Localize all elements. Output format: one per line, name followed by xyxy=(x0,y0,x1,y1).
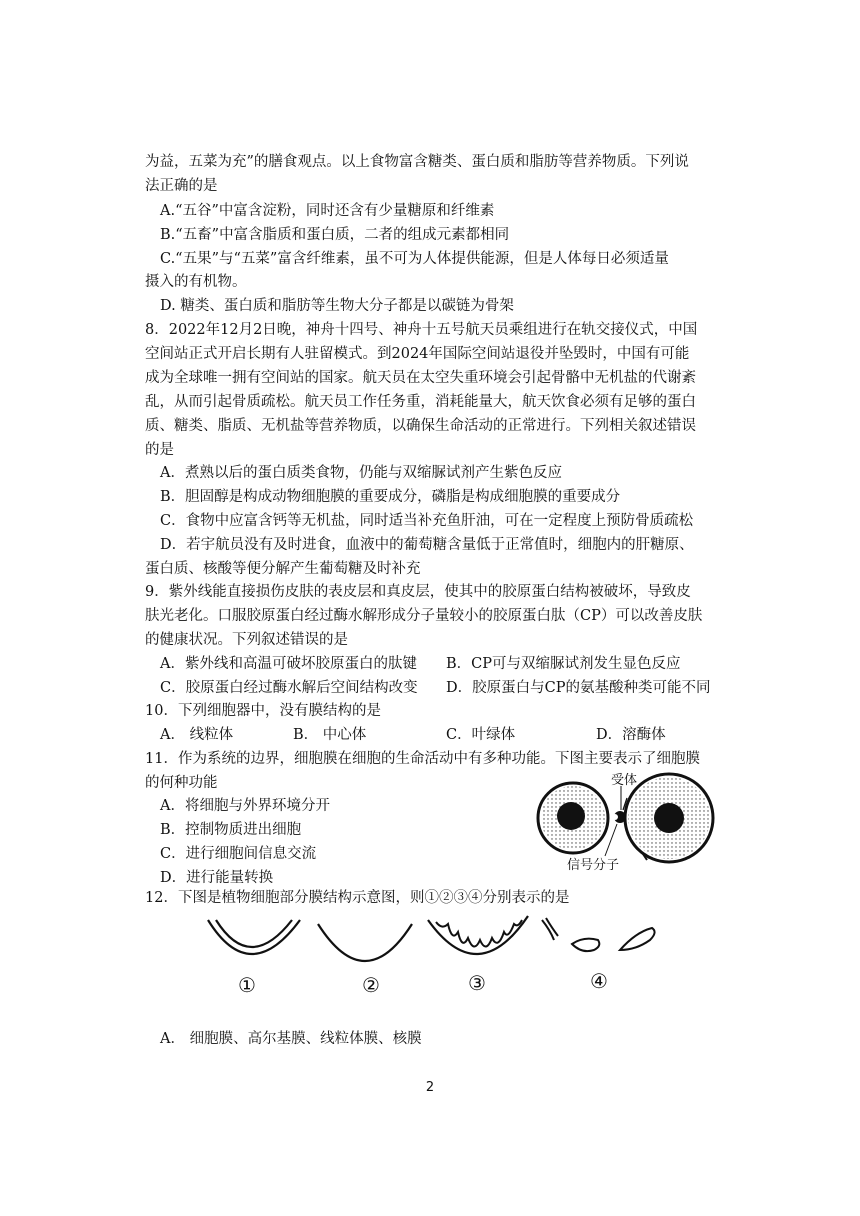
q11-option-a: A．将细胞与外界环境分开 xyxy=(160,798,330,814)
q10-option-a: A． 线粒体 xyxy=(160,727,234,743)
q12-stem: 12．下图是植物细胞部分膜结构示意图，则①②③④分别表示的是 xyxy=(145,890,570,906)
label-1: ① xyxy=(238,973,256,997)
q8-stem-5: 质、糖类、脂质、无机盐等营养物质，以确保生命活动的正常进行。下列相关叙述错误 xyxy=(145,418,696,434)
q8-option-b: B．胆固醇是构成动物细胞膜的重要成分，磷脂是构成细胞膜的重要成分 xyxy=(160,489,621,505)
q11-stem-2: 的何种功能 xyxy=(145,775,218,791)
q8-option-d-cont: 蛋白质、核酸等便分解产生葡萄糖及时补充 xyxy=(145,561,421,577)
q8-option-a: A．煮熟以后的蛋白质类食物，仍能与双缩脲试剂产生紫色反应 xyxy=(160,465,562,481)
q8-stem-2: 空间站正式开启长期有人驻留模式。到2024年国际空间站退役并坠毁时，中国有可能 xyxy=(145,346,690,362)
label-3: ③ xyxy=(468,971,486,995)
right-cell xyxy=(625,774,713,862)
q9-option-d: D．胶原蛋白与CP的氨基酸种类可能不同 xyxy=(446,680,711,696)
q7-option-b: B.“五畜”中富含脂质和蛋白质，二者的组成元素都相同 xyxy=(160,227,510,243)
cell-signaling-figure xyxy=(535,770,720,875)
q7-option-d: D. 糖类、蛋白质和脂肪等生物大分子都是以碳链为骨架 xyxy=(160,298,514,314)
q8-option-c: C．食物中应富含钙等无机盐，同时适当补充鱼肝油，可在一定程度上预防骨质疏松 xyxy=(160,513,694,529)
structure-1-double-membrane xyxy=(208,920,300,954)
structure-2-single-membrane xyxy=(318,924,412,961)
q10-option-c: C．叶绿体 xyxy=(446,727,516,743)
q11-option-d: D．进行能量转换 xyxy=(160,870,274,886)
q8-stem-4: 乱，从而引起骨质疏松。航天员工作任务重，消耗能量大，航天饮食必须有足够的蛋白 xyxy=(145,394,696,410)
q11-stem-1: 11．作为系统的边界，细胞膜在细胞的生命活动中有多种功能。下图主要表示了细胞膜 xyxy=(145,751,700,767)
receptor-label: 受体 xyxy=(611,773,638,788)
signal-molecule-label: 信号分子 xyxy=(567,858,620,873)
q7-option-a: A.“五谷”中富含淀粉，同时还含有少量糖原和纤维素 xyxy=(160,203,495,219)
q8-stem-3: 成为全球唯一拥有空间站的国家。航天员在太空失重环境会引起骨骼中无机盐的代谢紊 xyxy=(145,370,696,386)
intro-line-2: 法正确的是 xyxy=(145,178,218,194)
q9-option-a: A．紫外线和高温可破坏胶原蛋白的肽键 xyxy=(160,656,417,672)
label-2: ② xyxy=(362,973,380,997)
q11-option-c: C．进行细胞间信息交流 xyxy=(160,846,317,862)
q9-option-c: C．胶原蛋白经过酶水解后空间结构改变 xyxy=(160,680,418,696)
q12-option-a: A． 细胞膜、高尔基膜、线粒体膜、核膜 xyxy=(160,1031,422,1047)
q8-option-d: D．若宇航员没有及时进食，血液中的葡萄糖含量低于正常值时，细胞内的肝糖原、 xyxy=(160,537,694,553)
q10-stem: 10．下列细胞器中，没有膜结构的是 xyxy=(145,703,381,719)
q8-stem-1: 8．2022年12月2日晚，神舟十四号、神舟十五号航天员乘组进行在轨交接仪式，中国 xyxy=(145,322,698,338)
q8-stem-6: 的是 xyxy=(145,442,174,458)
q9-stem-2: 肤光老化。口服胶原蛋白经过酶水解形成分子量较小的胶原蛋白肽（CP）可以改善皮肤 xyxy=(145,608,703,624)
q7-option-c: C.“五果”与“五菜”富含纤维素，虽不可为人体提供能源，但是人体每日必须适量 xyxy=(160,251,669,267)
intro-line-1: 为益，五菜为充”的膳食观点。以上食物富含糖类、蛋白质和脂肪等营养物质。下列说 xyxy=(145,154,689,170)
membrane-structures-figure xyxy=(200,910,670,1000)
label-4: ④ xyxy=(590,969,608,993)
structure-3-folded-membrane xyxy=(428,916,528,954)
q9-option-b: B．CP可与双缩脲试剂发生显色反应 xyxy=(446,656,681,672)
structure-4-membrane-fragments xyxy=(542,918,655,951)
q9-stem-3: 的健康状况。下列叙述错误的是 xyxy=(145,632,348,648)
left-cell xyxy=(538,783,608,853)
q11-option-b: B．控制物质进出细胞 xyxy=(160,822,302,838)
q7-option-c-cont: 摄入的有机物。 xyxy=(145,274,247,290)
q10-option-d: D．溶酶体 xyxy=(596,727,666,743)
page-number: 2 xyxy=(425,1080,435,1095)
q9-stem-1: 9．紫外线能直接损伤皮肤的表皮层和真皮层，使其中的胶原蛋白结构被破坏，导致皮 xyxy=(145,584,691,600)
q10-option-b: B． 中心体 xyxy=(293,727,367,743)
